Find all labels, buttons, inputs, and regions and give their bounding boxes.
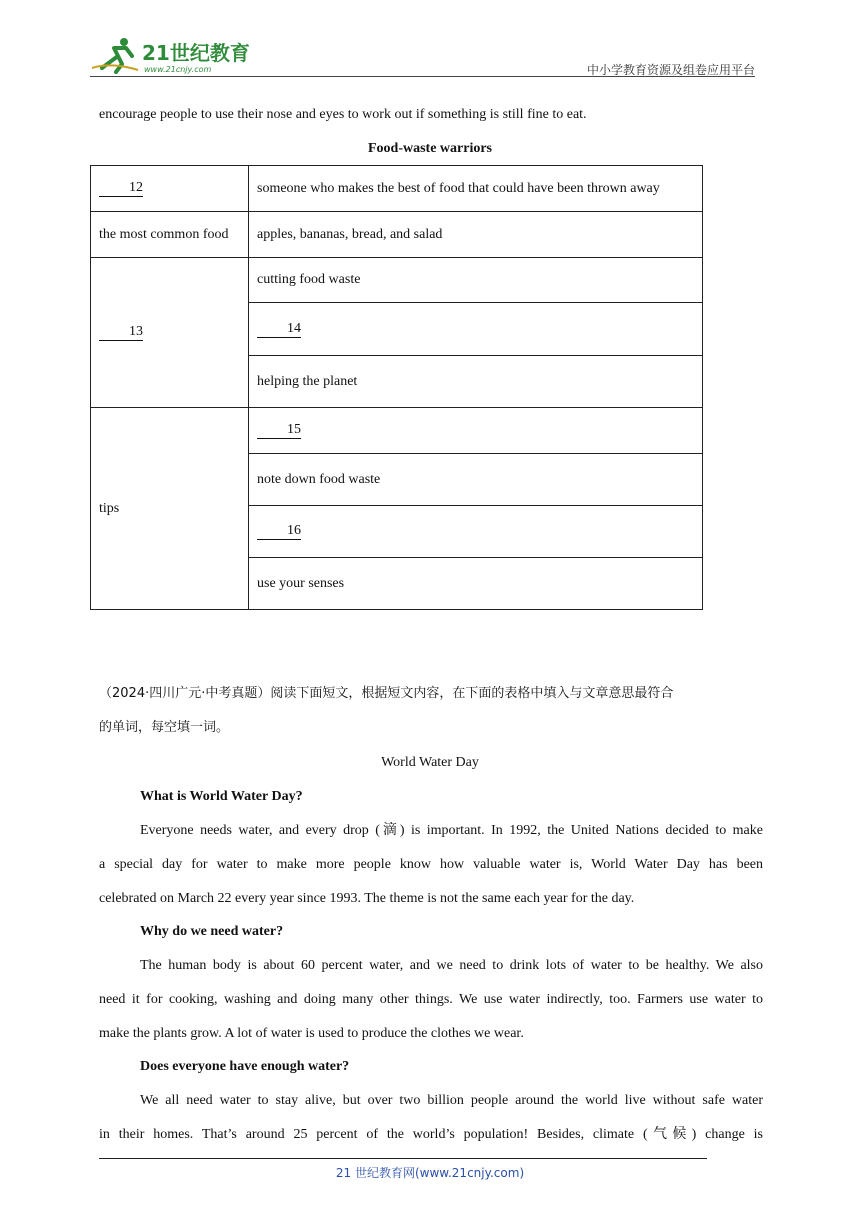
- paragraph-2-line-1: The human body is about 60 percent water, and we need to drink lots of water to be healthy. We also: [140, 958, 763, 973]
- table-row: [91, 166, 703, 212]
- paragraph-3-line-1: We all need water to stay alive, but over two billion people around the world live without safe water: [140, 1093, 763, 1108]
- paragraph-2-line-2: need it for cooking, washing and doing many other things. We use water indirectly, too. Farmers use water to: [99, 992, 763, 1007]
- paragraph-1-line-3: celebrated on March 22 every year since 1993. The theme is not the same each year for the day.: [99, 891, 635, 906]
- table-cell: use your senses: [249, 558, 703, 610]
- 21cnjy-logo: [92, 34, 262, 74]
- table-cell: the most common food: [91, 212, 249, 258]
- article-title: World Water Day: [381, 755, 479, 770]
- blank-12: 12: [99, 180, 143, 197]
- table-row: [91, 212, 703, 258]
- table-cell: [249, 408, 703, 454]
- table-cell: [249, 506, 703, 558]
- header-divider: [90, 76, 755, 77]
- table-cell: [249, 303, 703, 356]
- blank-16: 16: [257, 523, 301, 540]
- table-title: Food-waste warriors: [367, 141, 493, 156]
- question-instruction-line1: （2024·四川广元·中考真题）阅读下面短文，根据短文内容，在下面的表格中填入与文章意思最符合: [99, 686, 674, 701]
- section-heading-1: What is World Water Day?: [140, 789, 303, 804]
- table-cell: helping the planet: [249, 356, 703, 408]
- table-cell: note down food waste: [249, 454, 703, 506]
- paragraph-1-line-2: a special day for water to make more people know how valuable water is, World Water Day has been: [99, 857, 763, 872]
- platform-name: 中小学教育资源及组卷应用平台: [586, 63, 755, 77]
- blank-14: 14: [257, 321, 301, 338]
- svg-text:21世纪教育: 21世纪教育: [142, 41, 250, 65]
- food-waste-table: [90, 165, 703, 610]
- intro-text: encourage people to use their nose and eyes to work out if something is still fine to eat.: [99, 107, 587, 122]
- svg-text:www.21cnjy.com: www.21cnjy.com: [144, 65, 212, 74]
- section-heading-2: Why do we need water?: [140, 924, 284, 939]
- table-cell: cutting food waste: [249, 258, 703, 303]
- paragraph-2-line-3: make the plants grow. A lot of water is used to produce the clothes we wear.: [99, 1026, 524, 1041]
- page-header: [92, 30, 755, 78]
- paragraph-3-line-2: in their homes. That’s around 25 percent of the world’s population! Besides, climate (气候) change is: [99, 1127, 763, 1142]
- table-row: [91, 258, 703, 303]
- table-cell: apples, bananas, bread, and salad: [249, 212, 703, 258]
- table-cell: tips: [91, 408, 249, 610]
- footer-link[interactable]: 21 世纪教育网(www.21cnjy.com): [335, 1166, 525, 1180]
- paragraph-1-line-1: Everyone needs water, and every drop (滴) is important. In 1992, the United Nations decided to make: [140, 823, 763, 838]
- table-cell: [91, 166, 249, 212]
- table-cell: someone who makes the best of food that could have been thrown away: [249, 166, 703, 212]
- table-row: [91, 408, 703, 454]
- table-cell: [91, 258, 249, 408]
- question-instruction-line2: 的单词，每空填一词。: [99, 720, 230, 735]
- section-heading-3: Does everyone have enough water?: [140, 1059, 350, 1074]
- blank-15: 15: [257, 422, 301, 439]
- blank-13: 13: [99, 324, 143, 341]
- footer-divider: [99, 1158, 707, 1159]
